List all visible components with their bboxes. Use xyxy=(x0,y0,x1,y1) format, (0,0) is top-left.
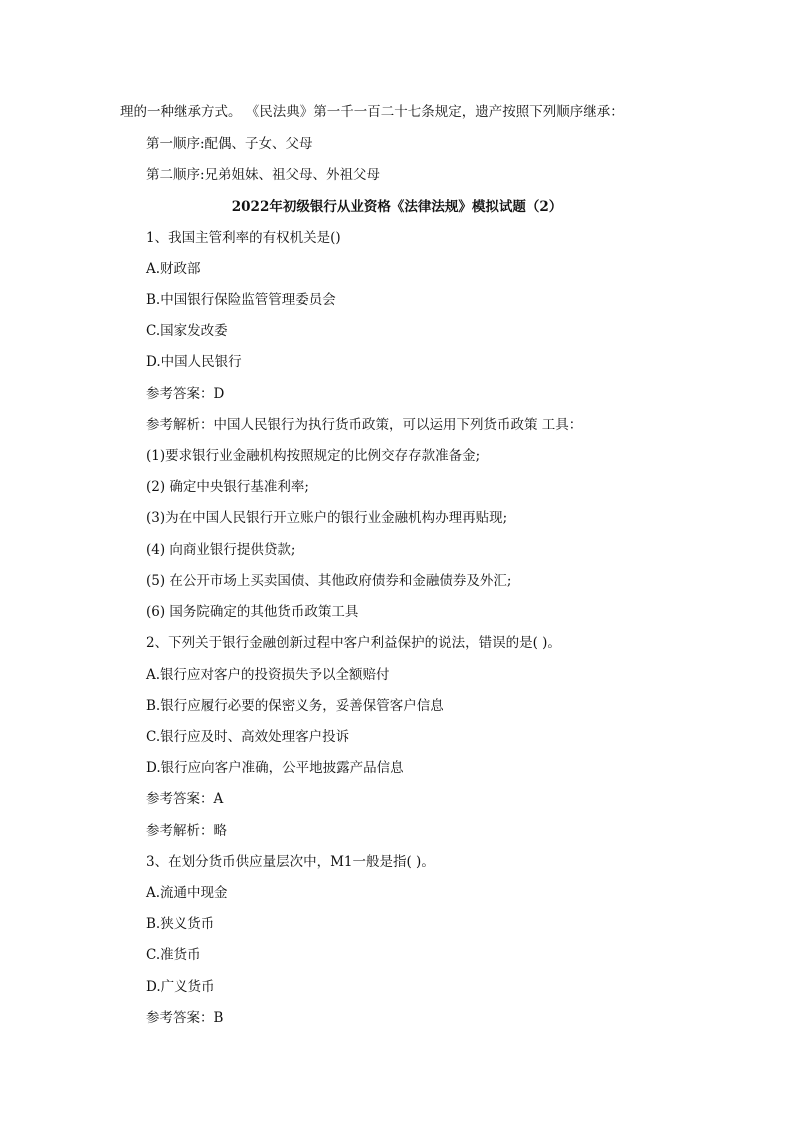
q1-point-2: (2) 确定中央银行基准利率; xyxy=(146,479,309,495)
q1-point-5: (5) 在公开市场上买卖国债、其他政府债券和金融债券及外汇; xyxy=(146,573,512,589)
q3-answer: 参考答案：B xyxy=(146,1010,224,1026)
q1-analysis: 参考解析：中国人民银行为执行货币政策，可以运用下列货币政策 工具： xyxy=(146,417,583,433)
q1-option-d: D.中国人民银行 xyxy=(146,354,242,370)
q1-option-a: A.财政部 xyxy=(146,261,201,277)
inheritance-order-first: 第一顺序:配偶、子女、父母 xyxy=(146,136,313,152)
q2-option-a: A.银行应对客户的投资损失予以全额赔付 xyxy=(146,667,390,683)
q2-answer: 参考答案：A xyxy=(146,791,224,807)
q3-option-c: C.准货币 xyxy=(146,947,201,963)
question-2: 2、下列关于银行金融创新过程中客户利益保护的说法，错误的是( )。 xyxy=(146,635,561,651)
q1-point-4: (4) 向商业银行提供贷款; xyxy=(146,542,296,558)
q1-option-b: B.中国银行保险监管管理委员会 xyxy=(146,292,336,308)
q2-analysis: 参考解析：略 xyxy=(146,823,227,839)
q1-point-3: (3)为在中国人民银行开立账户的银行业金融机构办理再贴现; xyxy=(146,510,508,526)
question-1: 1、我国主管利率的有权机关是() xyxy=(146,230,341,246)
inheritance-order-second: 第二顺序:兄弟姐妹、祖父母、外祖父母 xyxy=(146,167,381,183)
exam-title: 2022年初级银行从业资格《法律法规》模拟试题（2） xyxy=(231,199,563,215)
q1-point-1: (1)要求银行业金融机构按照规定的比例交存存款准备金; xyxy=(146,448,481,464)
q1-option-c: C.国家发改委 xyxy=(146,323,228,339)
q2-option-b: B.银行应履行必要的保密义务，妥善保管客户信息 xyxy=(146,698,444,714)
q3-option-d: D.广义货币 xyxy=(146,979,215,995)
q1-answer: 参考答案：D xyxy=(146,386,225,402)
intro-paragraph-line: 理的一种继承方式。 《民法典》第一千一百二十七条规定，遗产按照下列顺序继承： xyxy=(120,104,624,120)
q3-option-b: B.狭义货币 xyxy=(146,916,215,932)
question-3: 3、在划分货币供应量层次中，M1一般是指( )。 xyxy=(146,854,435,870)
q2-option-d: D.银行应向客户准确，公平地披露产品信息 xyxy=(146,760,404,776)
q2-option-c: C.银行应及时、高效处理客户投诉 xyxy=(146,729,350,745)
q3-option-a: A.流通中现金 xyxy=(146,885,228,901)
q1-point-6: (6) 国务院确定的其他货币政策工具 xyxy=(146,604,359,620)
